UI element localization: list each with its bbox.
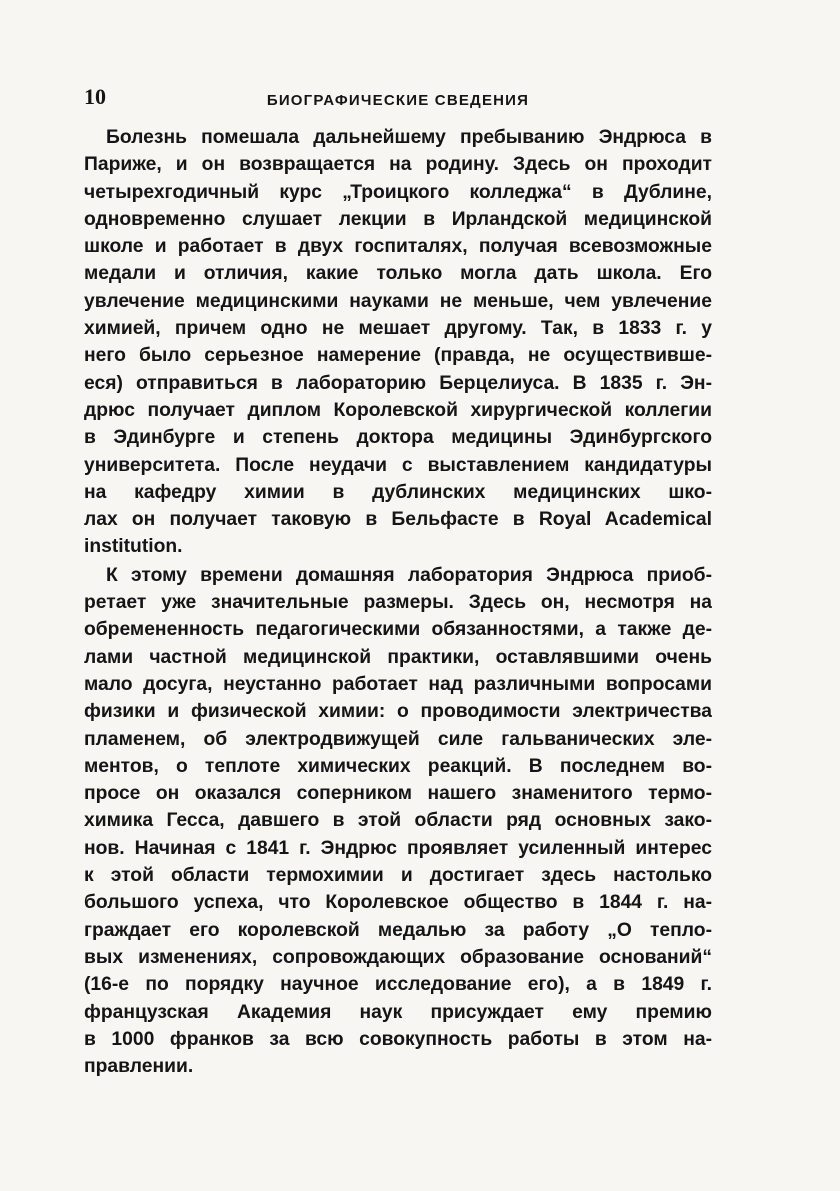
text-line: лами частной медицинской практики, оставлявшими очень <box>84 646 712 668</box>
text-line: физики и физической химии: о проводимости электричества <box>84 701 712 723</box>
text-line: ментов, о теплоте химических реакций. В последнем во- <box>84 755 712 777</box>
text-line: правлении. <box>84 1056 194 1078</box>
text-line: Париже, и он возвращается на родину. Здесь он проходит <box>84 154 712 176</box>
text-line: Болезнь помешала дальнейшему пребыванию Эндрюса в <box>106 127 712 148</box>
text-line: граждает его королевской медалью за работу „О тепло- <box>84 919 712 941</box>
running-title: БИОГРАФИЧЕСКИЕ СВЕДЕНИЯ <box>266 92 530 109</box>
text-line: пламенем, об электродвижущей силе гальванических эле- <box>84 728 712 750</box>
text-line: химика Гесса, давшего в этой области ряд основных зако- <box>84 810 712 832</box>
text-line: лах он получает таковую в Бельфасте в Royal Academical <box>84 509 712 531</box>
text-line: institution. <box>84 536 183 558</box>
text-line: ретает уже значительные размеры. Здесь он, несмотря на <box>84 592 712 614</box>
paragraph <box>84 562 712 1081</box>
text-line: большого успеха, что Королевское общество в 1844 г. на- <box>84 892 712 914</box>
text-line: школе и работает в двух госпиталях, получая всевозможные <box>84 236 712 258</box>
page-header <box>84 84 712 118</box>
text-line: просе он оказался соперником нашего знаменитого термо- <box>84 783 712 805</box>
text-line: обремененность педагогическими обязанностями, а также де- <box>84 619 712 641</box>
paragraph <box>84 124 712 561</box>
text-line: него было серьезное намерение (правда, не осуществивше- <box>84 345 712 367</box>
body-text <box>84 124 712 1080</box>
text-line: к этой области термохимии и достигает здесь настолько <box>84 865 712 887</box>
text-line: увлечение медицинскими науками не меньше, чем увлечение <box>84 290 712 312</box>
text-line: одновременно слушает лекции в Ирландской медицинской <box>84 208 712 230</box>
text-line: французская Академия наук присуждает ему премию <box>84 1001 712 1023</box>
text-line: в Эдинбурге и степень доктора медицины Эдинбургского <box>84 427 712 449</box>
text-line: химией, причем одно не мешает другому. Так, в 1833 г. у <box>84 318 712 340</box>
text-line: К этому времени домашняя лаборатория Эндрюса приоб- <box>106 564 712 586</box>
page-number: 10 <box>84 84 106 109</box>
text-line: дрюс получает диплом Королевской хирургической коллегии <box>84 399 712 421</box>
text-line: вых изменениях, сопровождающих образование оснований“ <box>84 946 712 968</box>
text-line: университета. После неудачи с выставлением кандидатуры <box>84 454 712 476</box>
text-line: мало досуга, неустанно работает над различными вопросами <box>84 673 712 695</box>
text-line: в 1000 франков за всю совокупность работы в этом на- <box>84 1028 712 1050</box>
text-line: медали и отличия, какие только могла дать школа. Его <box>84 263 712 285</box>
text-line: нов. Начиная с 1841 г. Эндрюс проявляет усиленный интерес <box>84 837 712 859</box>
text-line: четырехгодичный курс „Троицкого колледжа“ в Дублине, <box>84 181 712 203</box>
book-page <box>84 84 712 1080</box>
text-line: (16-е по порядку научное исследование его), а в 1849 г. <box>84 974 712 996</box>
text-line: еся) отправиться в лабораторию Берцелиуса. В 1835 г. Эн- <box>84 372 712 394</box>
text-line: на кафедру химии в дублинских медицинских шко- <box>84 481 712 503</box>
